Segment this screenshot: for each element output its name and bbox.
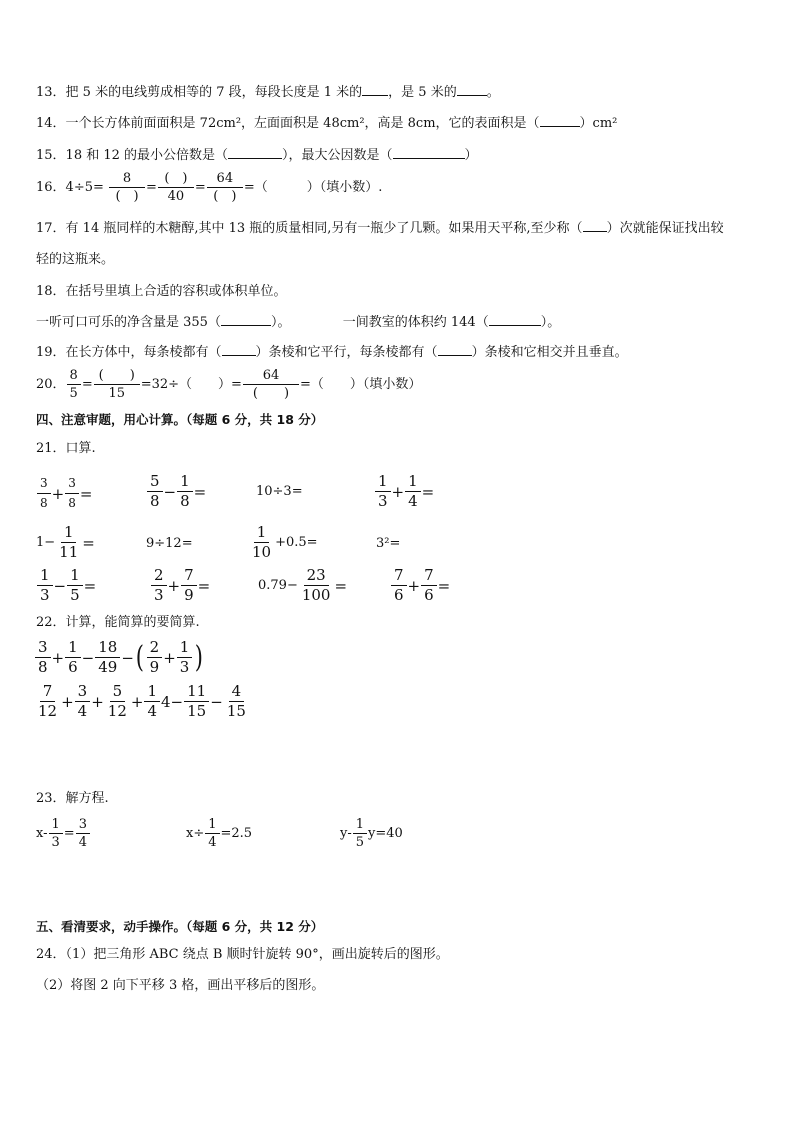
question-13 — [36, 83, 500, 102]
denominator: 3 — [154, 586, 164, 604]
q13-text: 13．把 5 米的电线剪成相等的 7 段，每段长度是 1 米的 — [36, 85, 363, 100]
prefix: x- — [36, 826, 48, 841]
denominator: 40 — [167, 189, 185, 204]
section-5-heading: 五、看清要求，动手操作。（每题 6 分，共 12 分） — [36, 919, 324, 934]
q15-text-2: ），最大公因数是（ — [282, 148, 393, 163]
question-23-title: 23．解方程. — [36, 791, 109, 806]
numerator: 8 — [67, 367, 81, 385]
q19-text-3: ）条棱和它相交并且垂直。 — [471, 345, 628, 360]
suffix: +0.5= — [275, 535, 318, 550]
denominator: 4 — [147, 702, 158, 720]
numerator: 1 — [177, 638, 193, 658]
prefix: 1− — [36, 535, 56, 550]
right-paren: ) — [195, 639, 204, 675]
q19-text: 19．在长方体中，每条棱都有（ — [36, 345, 222, 360]
denominator: 3 — [179, 658, 190, 676]
question-15 — [36, 146, 478, 165]
oral-calc-item: 9÷12= — [146, 536, 193, 551]
denominator: 12 — [38, 702, 58, 720]
answer-blank[interactable] — [438, 343, 472, 356]
numerator: 4 — [229, 682, 245, 702]
left-paren: ( — [135, 639, 144, 675]
numerator: 1 — [49, 816, 63, 834]
q19-text-2: ）条棱和它平行，每条棱都有（ — [255, 345, 438, 360]
numerator: 5 — [110, 682, 126, 702]
suffix: =2.5 — [220, 826, 253, 841]
question-18 — [36, 283, 287, 301]
numerator: 2 — [151, 566, 167, 586]
operator: − — [163, 482, 177, 501]
operator: − — [210, 692, 223, 711]
q20-text-2: =32÷（ ）= — [140, 376, 242, 392]
denominator: 11 — [59, 543, 79, 561]
numerator: 1 — [67, 566, 83, 586]
numerator: 3 — [75, 682, 91, 702]
numerator: 7 — [40, 682, 56, 702]
q20-text-3: =（ ）（填小数） — [299, 376, 422, 392]
numerator: 64 — [243, 367, 299, 385]
denominator: 9 — [184, 586, 194, 604]
numerator: 7 — [421, 566, 437, 586]
equals: = — [83, 576, 97, 595]
equals: = — [82, 533, 95, 552]
numerator: 3 — [35, 638, 51, 658]
fraction — [94, 367, 140, 402]
operator: + — [167, 576, 181, 595]
equation-2 — [186, 816, 252, 851]
numerator-blank[interactable]: ( ) — [94, 367, 140, 385]
numerator: 8 — [109, 170, 145, 188]
q18-item-2-end: ）。 — [540, 315, 561, 330]
denominator: 15 — [108, 386, 125, 401]
fraction — [67, 367, 81, 402]
numerator: 1 — [144, 682, 160, 702]
denominator: 15 — [226, 702, 246, 720]
denominator: 49 — [98, 658, 118, 676]
numerator: 11 — [184, 682, 209, 702]
operator: + — [91, 692, 104, 711]
q20-text: 20． — [36, 376, 66, 392]
suffix: y=40 — [368, 826, 403, 841]
operator: − — [121, 648, 134, 667]
denominator: 3 — [378, 492, 388, 510]
q18-item-2: 一间教室的体积约 144（ — [342, 315, 489, 330]
answer-blank[interactable] — [540, 114, 580, 127]
expression-2 — [34, 682, 250, 721]
equation-3 — [340, 816, 403, 851]
numerator: 1 — [177, 472, 193, 492]
question-16 — [36, 170, 382, 205]
denominator-blank[interactable]: ( ) — [252, 386, 290, 401]
oral-calc-item — [36, 474, 92, 513]
q17-text: 17．有 14 瓶同样的木糖醇,其中 13 瓶的质量相同,另有一瓶少了几颗。如果用天平称,至少称（ — [36, 221, 583, 236]
denominator: 9 — [149, 658, 160, 676]
oral-calc-item — [36, 566, 96, 605]
question-14 — [36, 114, 617, 133]
equals: = — [437, 576, 451, 595]
numerator: 1 — [254, 523, 270, 543]
q17-text-3: 轻的这瓶来。 — [36, 252, 115, 267]
operator: + — [407, 576, 421, 595]
numerator: 1 — [65, 638, 81, 658]
denominator: 10 — [252, 543, 272, 561]
denominator: 8 — [180, 492, 190, 510]
answer-blank[interactable] — [393, 146, 465, 159]
oral-calc-item — [146, 472, 206, 511]
q18-item-1: 一听可口可乐的净含量是 355（ — [36, 315, 221, 330]
answer-blank[interactable] — [583, 219, 607, 232]
numerator-blank[interactable]: ( ) — [158, 170, 194, 188]
equals: = — [193, 482, 207, 501]
operator: + — [163, 648, 176, 667]
operator: + — [51, 484, 65, 503]
question-18-items — [36, 313, 560, 332]
numerator: 1 — [375, 472, 391, 492]
equation-1 — [36, 816, 91, 851]
equals: = — [194, 179, 206, 195]
question-24-part-2: （2）将图 2 向下平移 3 格，画出平移后的图形。 — [36, 978, 325, 993]
fraction — [243, 367, 299, 402]
oral-calc-item — [248, 523, 318, 562]
fraction — [158, 170, 194, 205]
expression-1 — [34, 638, 205, 677]
q16-text: 16．4÷5= — [36, 179, 104, 195]
denominator: 5 — [70, 586, 80, 604]
q17-text-2: ）次就能保证找出较 — [606, 221, 724, 236]
denominator: 4 — [78, 835, 87, 850]
numerator: 2 — [147, 638, 163, 658]
q18-item-1-end: ）。 — [270, 315, 291, 330]
numerator: 1 — [405, 472, 421, 492]
oral-calc-item — [258, 566, 347, 605]
question-24-part-1: 24．（1）把三角形 ABC 绕点 B 顺时针旋转 90°，画出旋转后的图形。 — [36, 947, 449, 962]
fraction — [109, 170, 145, 205]
q18-text: 18．在括号里填上合适的容积或体积单位。 — [36, 284, 287, 299]
oral-calc-item — [374, 472, 434, 511]
operator: 4− — [161, 692, 184, 711]
numerator: 3 — [37, 474, 51, 494]
answer-blank[interactable] — [489, 313, 541, 326]
denominator: 6 — [424, 586, 434, 604]
equals: = — [79, 484, 93, 503]
answer-blank[interactable] — [362, 83, 388, 96]
q13-text-3: 。 — [486, 85, 500, 100]
fraction — [207, 170, 243, 205]
denominator: 15 — [187, 702, 207, 720]
q15-text-3: ） — [464, 148, 478, 163]
denominator: 4 — [77, 702, 88, 720]
denominator: 8 — [40, 496, 48, 510]
question-22-title: 22．计算，能简算的要简算. — [36, 615, 200, 630]
oral-calc-item — [150, 566, 210, 605]
oral-calc-item — [36, 523, 95, 562]
operator: − — [53, 576, 67, 595]
equals: = — [334, 576, 348, 595]
q16-text-2: =（ ）（填小数）. — [243, 179, 383, 195]
denominator: 8 — [38, 658, 48, 676]
prefix: 0.79− — [258, 578, 298, 593]
denominator: 12 — [107, 702, 127, 720]
denominator: 6 — [394, 586, 404, 604]
numerator: 7 — [181, 566, 197, 586]
numerator: 7 — [391, 566, 407, 586]
numerator: 1 — [205, 816, 219, 834]
q14-text-2: ）cm² — [579, 116, 618, 131]
denominator: 4 — [408, 492, 418, 510]
equals: = — [197, 576, 211, 595]
answer-blank[interactable] — [457, 83, 487, 96]
answer-blank[interactable] — [221, 313, 271, 326]
oral-calc-item — [390, 566, 450, 605]
question-17 — [36, 219, 724, 238]
denominator: 8 — [68, 496, 76, 510]
question-17-cont — [36, 251, 114, 269]
operator: − — [81, 648, 95, 667]
numerator: 3 — [65, 474, 79, 494]
denominator: 6 — [68, 658, 78, 676]
numerator: 1 — [37, 566, 53, 586]
denominator: 5 — [69, 386, 78, 401]
numerator: 1 — [61, 523, 77, 543]
numerator: 64 — [207, 170, 243, 188]
denominator-blank[interactable]: ( ) — [115, 189, 139, 204]
operator: + — [391, 482, 405, 501]
equals: = — [421, 482, 435, 501]
denominator: 5 — [355, 835, 365, 850]
section-4-heading: 四、注意审题，用心计算。（每题 6 分，共 18 分） — [36, 412, 324, 427]
operator: + — [130, 692, 144, 711]
oral-calc-item: 3²= — [376, 536, 401, 551]
oral-calc-item: 10÷3= — [256, 484, 303, 499]
numerator: 23 — [304, 566, 329, 586]
denominator-blank[interactable]: ( ) — [213, 189, 237, 204]
denominator: 8 — [150, 492, 160, 510]
q13-text-2: ，是 5 米的 — [388, 85, 457, 100]
question-21-title: 21．口算. — [36, 441, 96, 456]
denominator: 4 — [208, 835, 217, 850]
denominator: 100 — [301, 586, 331, 604]
operator: + — [61, 692, 74, 711]
numerator: 18 — [95, 638, 120, 658]
denominator: 3 — [40, 586, 50, 604]
numerator: 1 — [353, 816, 367, 834]
equals: = — [63, 826, 75, 841]
prefix: y- — [340, 826, 352, 841]
question-19 — [36, 343, 628, 362]
question-20: 20． $\frac{8}{5}$ = ( ) 15 =32÷（ ）= 64 ( ) =（ ）（填小数） — [36, 368, 422, 401]
equals: = — [146, 179, 157, 195]
q15-text: 15．18 和 12 的最小公倍数是（ — [36, 148, 229, 163]
numerator: 5 — [147, 472, 163, 492]
answer-blank[interactable] — [228, 146, 282, 159]
q14-text: 14．一个长方体前面面积是 72cm²，左面面积是 48cm²，高是 8cm，它的表面积是（ — [36, 116, 540, 131]
numerator: 3 — [76, 816, 90, 834]
operator: + — [51, 648, 65, 667]
denominator: 3 — [51, 835, 60, 850]
answer-blank[interactable] — [222, 343, 256, 356]
prefix: x÷ — [186, 826, 205, 841]
